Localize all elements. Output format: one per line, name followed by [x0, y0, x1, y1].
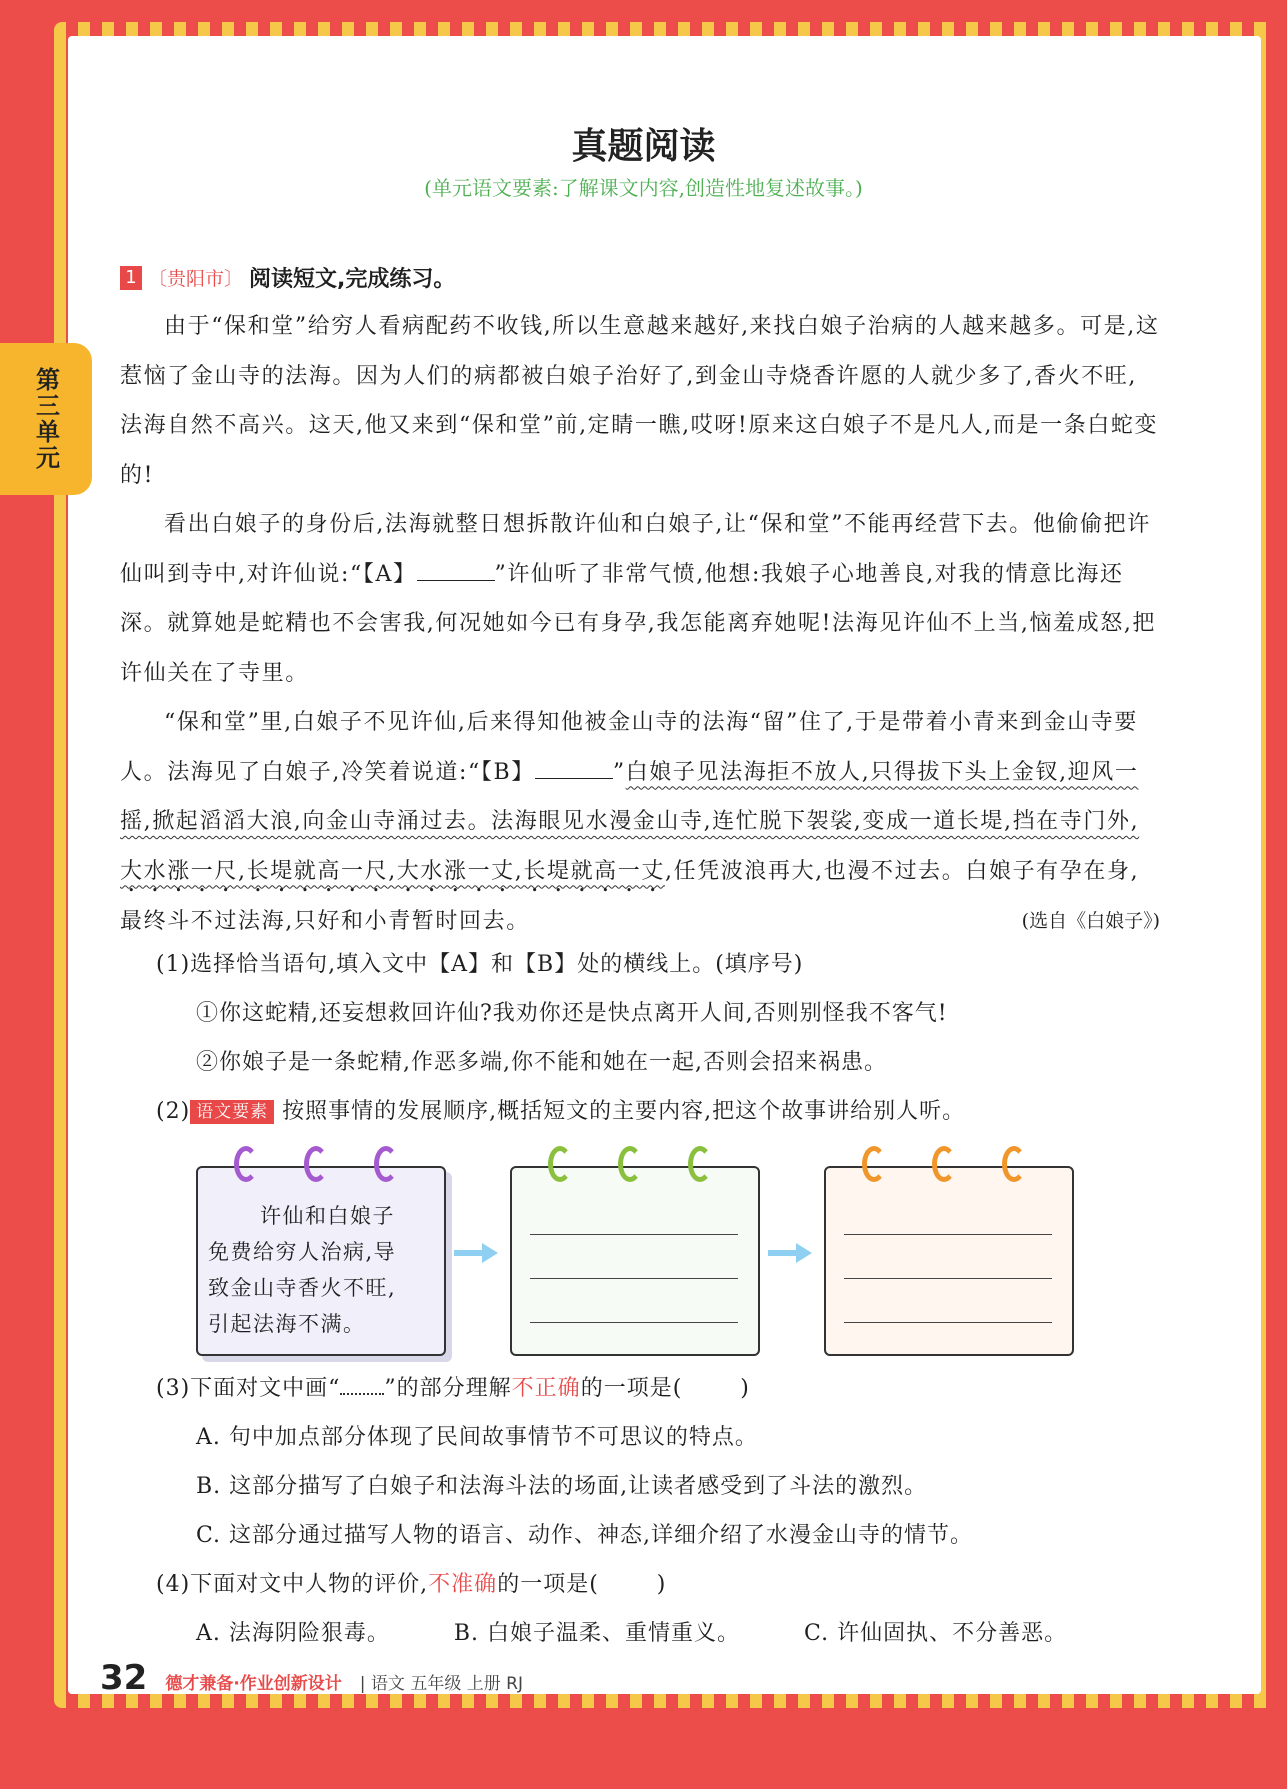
question-region: 〔贵阳市〕 — [148, 268, 244, 290]
passage-paragraph-1: 由于“保和堂”给穷人看病配药不收钱,所以生意越来越好,来找白娘子治病的人越来越多。可是,这惹恼了金山寺的法海。因为人们的病都被白娘子治好了,到金山寺烧香许愿的人就少多了,香火不旺,法海自然不高兴。这天,他又来到“保和堂”前,定睛一瞧,哎呀!原来这白娘子不是凡人,而是一条白蛇变的! — [120, 314, 1160, 488]
q3-option-b: B. 这部分描写了白娘子和法海斗法的场面,让读者感受到了斗法的激烈。 — [196, 1474, 928, 1499]
story-card-3[interactable] — [824, 1166, 1074, 1356]
q4-text-c: ) — [656, 1572, 667, 1597]
card-line: 许仙和白娘子 — [260, 1204, 395, 1228]
q3-text-a: (3)下面对文中画“ — [156, 1376, 341, 1401]
writing-line[interactable] — [844, 1322, 1052, 1323]
q3-text-b: ”的部分理解 — [384, 1376, 512, 1401]
passage-p2-start: 看出白娘子的身份后,法海就整日想拆散许仙和白娘子,让“保和堂”不能再经营下去。他偷偷把许仙叫到寺中,对许仙说:“【A】 — [120, 512, 1151, 587]
blank-a[interactable] — [417, 560, 495, 581]
q1-option-1: ①你这蛇精,还妄想救回许仙?我劝你还是快点离开人间,否则别怪我不客气! — [196, 1001, 948, 1026]
story-card-2[interactable] — [510, 1166, 760, 1356]
questions — [156, 940, 1166, 1136]
story-card-1-text — [208, 1198, 432, 1342]
story-card-1 — [196, 1166, 446, 1356]
passage-p2-end: ”许仙听了非常气愤,他想:我娘子心地善良,对我的情意比海还深。就算她是蛇精也不会害我,何况她如今已有身孕,我怎能离弃她呢!法海见许仙不上当,恼羞成怒,把许仙关在了寺里。 — [120, 561, 1157, 686]
q4-prompt — [156, 1560, 1166, 1609]
book-info: | 语文 五年级 上册 RJ — [359, 1674, 523, 1694]
q4-text-a: (4)下面对文中人物的评价, — [156, 1572, 429, 1597]
q2-number: (2) — [156, 1099, 191, 1124]
card-line: 引起法海不满。 — [208, 1312, 366, 1336]
ring-icon — [932, 1146, 956, 1182]
q4-option-c: C. 许仙固执、不分善恶。 — [804, 1621, 1068, 1646]
blank-b[interactable] — [535, 758, 613, 779]
ring-icon — [304, 1146, 328, 1182]
q2-text: 按照事情的发展顺序,概括短文的主要内容,把这个故事讲给别人听。 — [282, 1099, 966, 1124]
q4-option-b: B. 白娘子温柔、重情重义。 — [453, 1621, 741, 1646]
passage-p3-quote-end: ” — [612, 759, 626, 785]
arrow-right-icon — [454, 1246, 498, 1260]
page-title: 真题阅读 — [571, 126, 716, 167]
unit-tab-label: 第三单元 — [31, 367, 60, 471]
wavy-line-symbol — [340, 1375, 384, 1395]
writing-line[interactable] — [844, 1278, 1052, 1279]
questions-continued — [156, 1364, 1166, 1658]
ring-icon — [548, 1146, 572, 1182]
card-line: 免费给穷人治病,导 — [208, 1240, 397, 1264]
question-header — [120, 262, 455, 293]
question-instruction: 阅读短文,完成练习。 — [249, 267, 456, 292]
q1-prompt: (1)选择恰当语句,填入文中【A】和【B】处的横线上。(填序号) — [156, 952, 804, 977]
dotted-emphasis-text: 大水涨一尺,长堤就高一尺,大水涨一丈,长堤就高一丈 — [120, 858, 665, 884]
q4-text-b: 的一项是( — [497, 1572, 599, 1597]
q2-tag: 语文要素 — [190, 1100, 274, 1124]
wavy-text-part: 白娘子见法海拒不放人,只得拔下头上金钗,迎风一摇,掀起滔滔大浪,向金山寺涌过去。法海眼见水漫金山寺,连忙脱下袈裟,变成一道长堤,挡在寺门外, — [120, 759, 1140, 834]
passage-p3-end: ,任凭波浪再大,也漫不过去。白娘子有孕在身,最终斗不过法海,只好和小青暂时回去。 — [120, 858, 1140, 934]
writing-line[interactable] — [530, 1234, 738, 1235]
question-number: 1 — [120, 266, 142, 290]
ring-icon — [1002, 1146, 1026, 1182]
q1-option-2: ②你娘子是一条蛇精,作恶多端,你不能和她在一起,否则会招来祸患。 — [196, 1050, 887, 1075]
unit-tab — [0, 343, 92, 495]
q3-emphasis: 不正确 — [511, 1376, 581, 1401]
arrow-right-icon — [768, 1246, 812, 1260]
writing-line[interactable] — [530, 1322, 738, 1323]
q3-prompt — [156, 1364, 1166, 1413]
q4-option-a: A. 法海阴险狠毒。 — [196, 1621, 390, 1646]
ring-icon — [234, 1146, 258, 1182]
writing-line[interactable] — [844, 1234, 1052, 1235]
q2-prompt — [156, 1087, 1166, 1136]
card-line: 致金山寺香火不旺, — [208, 1276, 397, 1300]
writing-line[interactable] — [530, 1278, 738, 1279]
ring-icon — [618, 1146, 642, 1182]
passage-paragraph-3 — [120, 698, 1160, 946]
page-footer — [100, 1658, 523, 1698]
passage-paragraph-2 — [120, 500, 1160, 698]
q3-text-d: ) — [740, 1376, 750, 1401]
q3-option-a: A. 句中加点部分体现了民间故事情节不可思议的特点。 — [196, 1425, 758, 1450]
ring-icon — [374, 1146, 398, 1182]
q4-options — [156, 1609, 1166, 1658]
page-subtitle: (单元语文要素:了解课文内容,创造性地复述故事。) — [424, 176, 863, 200]
series-name: 德才兼备·作业创新设计 — [165, 1674, 342, 1694]
q3-text-c: 的一项是( — [580, 1376, 683, 1401]
passage-p3-start: “保和堂”里,白娘子不见许仙,后来得知他被金山寺的法海“留”住了,于是带着小青来到金山寺要人。法海见了白娘子,冷笑着说道:“【B】 — [120, 710, 1138, 785]
ring-icon — [862, 1146, 886, 1182]
q3-option-c: C. 这部分通过描写人物的语言、动作、神态,详细介绍了水漫金山寺的情节。 — [196, 1523, 974, 1548]
story-cards — [196, 1150, 1096, 1355]
reading-passage — [120, 302, 1160, 946]
ring-icon — [688, 1146, 712, 1182]
page-number: 32 — [100, 1658, 148, 1698]
passage-source: (选自《白娘子》) — [1021, 909, 1160, 932]
q4-emphasis: 不准确 — [428, 1572, 498, 1597]
